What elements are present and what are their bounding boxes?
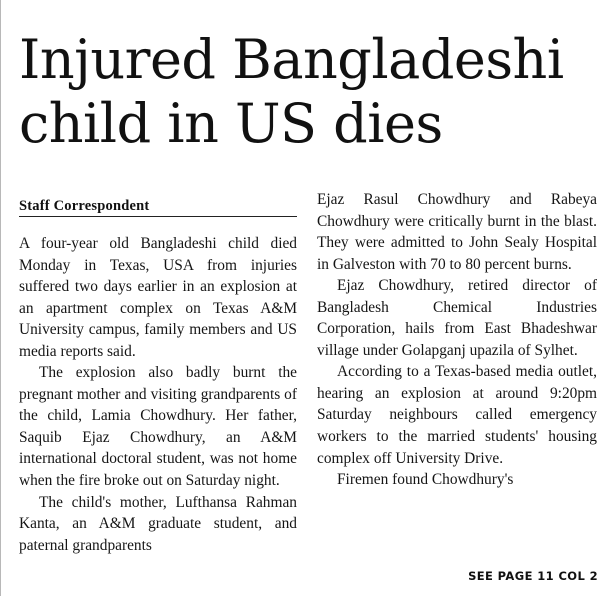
article-byline: Staff Correspondent bbox=[19, 198, 150, 214]
article-paragraph-3-continued: Ejaz Rasul Chowdhury and Rabeya Chowdhury were critically burnt in the blast. They were admitted to John Sealy Hospital in Galveston with 70 to 80 percent burns. bbox=[317, 191, 597, 273]
article-paragraph-3: The child's mother, Lufthansa Rahman Kanta, an A&M graduate student, and paternal grandparents bbox=[19, 493, 297, 554]
article-headline: Injured Bangladeshi child in US dies bbox=[19, 28, 564, 155]
article-paragraph-5: According to a Texas-based media outlet, hearing an explosion at around 9:20pm Saturday neighbours called emergency workers to the married students' housing complex off University Drive. bbox=[317, 363, 597, 467]
continuation-jump-line: SEE PAGE 11 COL 2 bbox=[468, 569, 598, 583]
article-paragraph-2: The explosion also badly burnt the pregnant mother and visiting grandparents of the child, Lamia Chowdhury. Her father, Saquib Ejaz Chowdhury, an A&M international doctoral student, was not home when the fire broke out on Saturday night. bbox=[19, 364, 297, 490]
article-paragraph-4: Ejaz Chowdhury, retired director of Bangladesh Chemical Industries Corporation, hails from East Bhadeshwar village under Golapganj upazila of Sylhet. bbox=[317, 277, 597, 359]
byline-underline bbox=[19, 216, 297, 217]
article-column-right bbox=[317, 189, 597, 491]
article-paragraph-1: A four-year old Bangladeshi child died Monday in Texas, USA from injuries suffered two days earlier in an explosion at an apartment complex on Texas A&M University campus, family members and US media reports said. bbox=[19, 235, 297, 360]
article-column-left bbox=[19, 233, 297, 556]
article-paragraph-6: Firemen found Chowdhury's bbox=[337, 471, 514, 489]
